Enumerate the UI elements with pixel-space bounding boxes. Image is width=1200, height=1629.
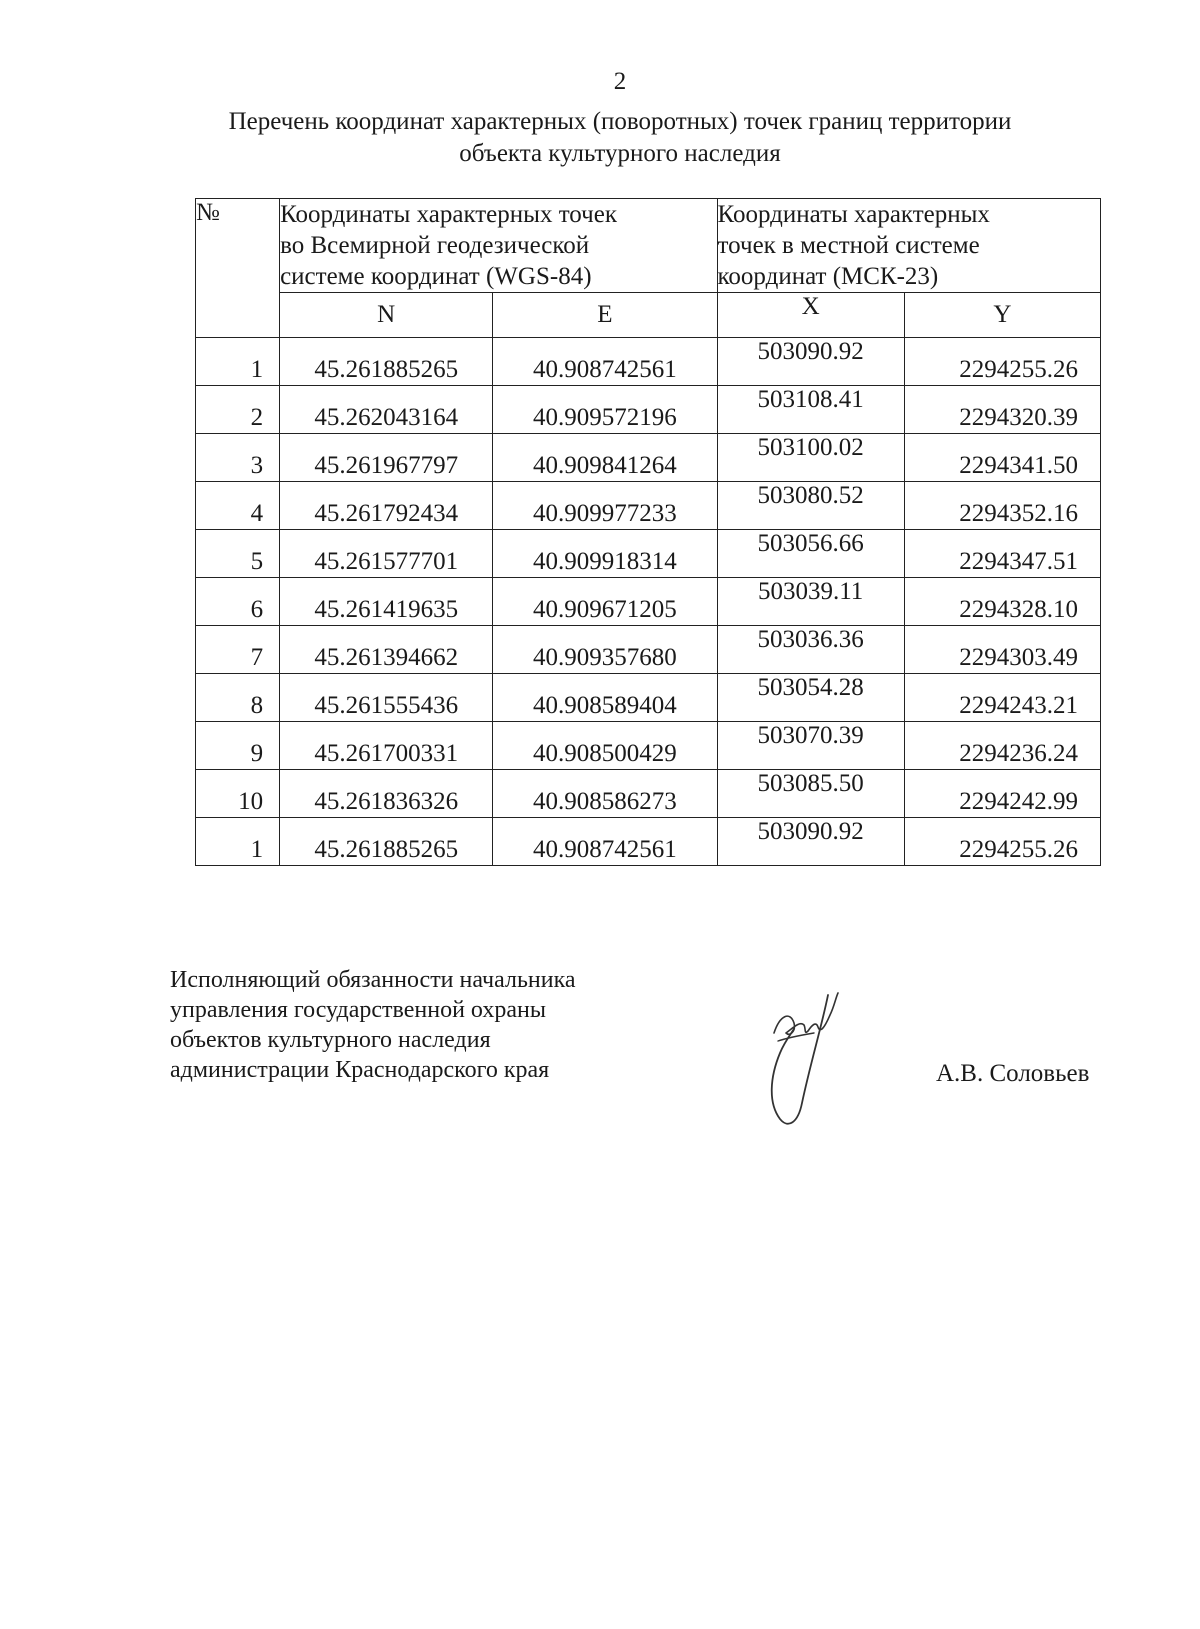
handwritten-signature [760,985,870,1135]
cell-x: 503100.02 [717,434,904,482]
cell-y: 2294352.16 [904,482,1100,530]
table-row [196,530,1101,578]
table-row [196,674,1101,722]
table-row [196,818,1101,866]
cell-e: 40.909572196 [493,386,717,434]
cell-y: 2294242.99 [904,770,1100,818]
cell-number: 7 [196,626,280,674]
page-number: 2 [613,68,627,95]
table-row [196,578,1101,626]
cell-y: 2294341.50 [904,434,1100,482]
header-x: X [717,293,904,338]
cell-x: 503054.28 [717,674,904,722]
header-msk23-line-1: Координаты характерных [717,201,990,228]
header-e: E [493,293,717,338]
cell-e: 40.909977233 [493,482,717,530]
cell-x: 503080.52 [717,482,904,530]
header-n: N [280,293,493,338]
cell-y: 2294255.26 [904,338,1100,386]
cell-n: 45.261967797 [280,434,493,482]
document-title-line-2: объекта культурного наследия [459,140,781,167]
header-row-group [196,199,1101,293]
cell-x: 503036.36 [717,626,904,674]
cell-e: 40.909671205 [493,578,717,626]
cell-e: 40.908586273 [493,770,717,818]
cell-y: 2294243.21 [904,674,1100,722]
signer-position [170,965,690,1085]
signer-position-line-3: объектов культурного наследия [170,1027,491,1053]
signer-position-line-4: администрации Краснодарского края [170,1057,550,1083]
cell-y: 2294320.39 [904,386,1100,434]
cell-n: 45.261885265 [280,818,493,866]
cell-x: 503056.66 [717,530,904,578]
document-title [150,106,1090,170]
signer-position-line-1: Исполняющий обязанности начальника [170,967,576,993]
cell-x: 503108.41 [717,386,904,434]
cell-number: 1 [196,338,280,386]
cell-y: 2294347.51 [904,530,1100,578]
cell-number: 8 [196,674,280,722]
cell-e: 40.908742561 [493,338,717,386]
cell-number: 10 [196,770,280,818]
table-row [196,722,1101,770]
cell-y: 2294255.26 [904,818,1100,866]
cell-e: 40.908589404 [493,674,717,722]
header-wgs84-group [280,199,717,293]
cell-n: 45.261700331 [280,722,493,770]
cell-x: 503090.92 [717,338,904,386]
cell-number: 4 [196,482,280,530]
cell-y: 2294303.49 [904,626,1100,674]
coordinates-table [195,198,1101,866]
cell-number: 2 [196,386,280,434]
cell-x: 503070.39 [717,722,904,770]
document-title-line-1: Перечень координат характерных (поворотных) точек границ территории [228,108,1012,135]
cell-n: 45.262043164 [280,386,493,434]
table-row [196,770,1101,818]
cell-x: 503039.11 [717,578,904,626]
cell-x: 503090.92 [717,818,904,866]
cell-n: 45.261885265 [280,338,493,386]
header-msk23-line-2: точек в местной системе [717,232,980,259]
table-row [196,434,1101,482]
signer-name: А.В. Соловьев [936,1060,1090,1087]
cell-n: 45.261836326 [280,770,493,818]
cell-e: 40.909357680 [493,626,717,674]
cell-number: 3 [196,434,280,482]
cell-e: 40.909918314 [493,530,717,578]
cell-number: 6 [196,578,280,626]
cell-number: 1 [196,818,280,866]
header-msk23-line-3: координат (МСК-23) [717,263,939,290]
header-msk23-group [717,199,1100,293]
cell-n: 45.261555436 [280,674,493,722]
header-y: Y [904,293,1100,338]
cell-y: 2294328.10 [904,578,1100,626]
table-row [196,482,1101,530]
cell-x: 503085.50 [717,770,904,818]
header-number: № [196,199,280,338]
cell-n: 45.261792434 [280,482,493,530]
cell-n: 45.261394662 [280,626,493,674]
signer-position-line-2: управления государственной охраны [170,997,546,1023]
cell-y: 2294236.24 [904,722,1100,770]
header-wgs84-line-3: системе координат (WGS-84) [280,263,592,290]
header-wgs84-line-2: во Всемирной геодезической [280,232,590,259]
cell-number: 9 [196,722,280,770]
header-row-sub [196,293,1101,338]
cell-e: 40.908500429 [493,722,717,770]
header-wgs84-line-1: Координаты характерных точек [280,201,617,228]
table-row [196,626,1101,674]
table-row [196,386,1101,434]
cell-e: 40.908742561 [493,818,717,866]
cell-n: 45.261419635 [280,578,493,626]
cell-e: 40.909841264 [493,434,717,482]
cell-n: 45.261577701 [280,530,493,578]
cell-number: 5 [196,530,280,578]
table-row [196,338,1101,386]
